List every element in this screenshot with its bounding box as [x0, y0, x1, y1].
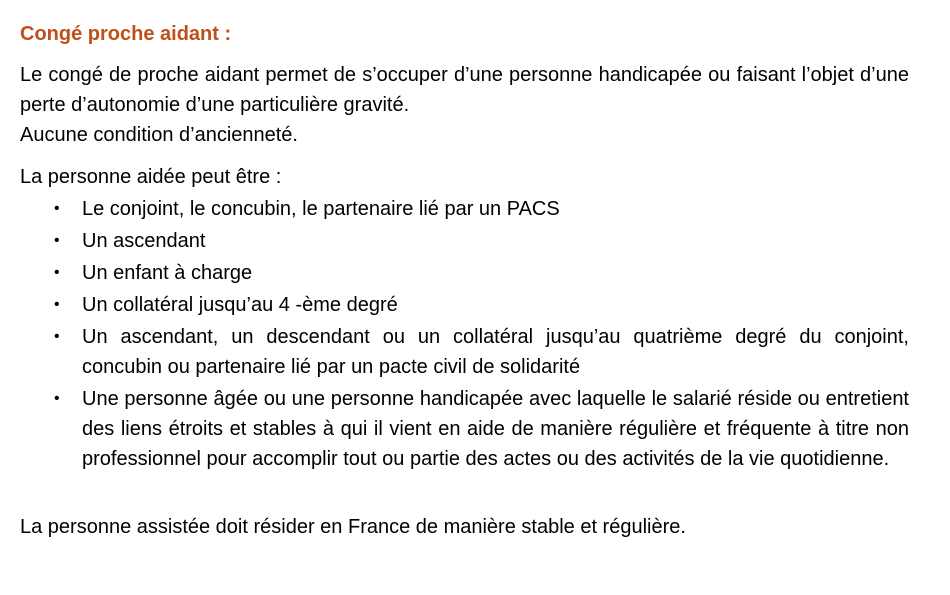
list-item — [20, 322, 909, 382]
list-item — [20, 258, 909, 288]
bullet-icon: • — [54, 328, 60, 345]
intro-paragraph: Le congé de proche aidant permet de s’occuper d’une personne handicapée ou faisant l’objet d’une perte d’autonomie d’une particulière gravité. — [20, 64, 909, 116]
bullet-icon: • — [54, 232, 60, 249]
list-item — [20, 194, 909, 224]
list-item-text: Le conjoint, le concubin, le partenaire lié par un PACS — [82, 198, 560, 220]
eligible-persons-list — [20, 194, 909, 476]
list-item — [20, 226, 909, 256]
list-item-text: Un ascendant, un descendant ou un collatéral jusqu’au quatrième degré du conjoint, concubin ou partenaire lié par un pacte civil de solidarité — [82, 326, 909, 378]
section-title: Congé proche aidant : — [20, 23, 232, 45]
list-item-text: Un enfant à charge — [82, 262, 253, 284]
bullet-icon: • — [54, 390, 60, 407]
list-intro: La personne aidée peut être : — [20, 166, 282, 188]
bullet-icon: • — [54, 264, 60, 281]
seniority-note: Aucune condition d’ancienneté. — [20, 124, 298, 146]
closing-paragraph: La personne assistée doit résider en France de manière stable et régulière. — [20, 516, 686, 538]
list-item — [20, 290, 909, 320]
bullet-icon: • — [54, 296, 60, 313]
list-item-text: Une personne âgée ou une personne handicapée avec laquelle le salarié réside ou entretient des liens étroits et stables à qui il vient en aide de manière régulière et fréquente à titre non professionnel pour accomplir tout ou partie des actes ou des activités de la vie quotidienne. — [82, 388, 909, 470]
list-item-text: Un ascendant — [82, 230, 206, 252]
bullet-icon: • — [54, 200, 60, 217]
list-item-text: Un collatéral jusqu’au 4 -ème degré — [82, 294, 398, 316]
list-item — [20, 384, 909, 474]
